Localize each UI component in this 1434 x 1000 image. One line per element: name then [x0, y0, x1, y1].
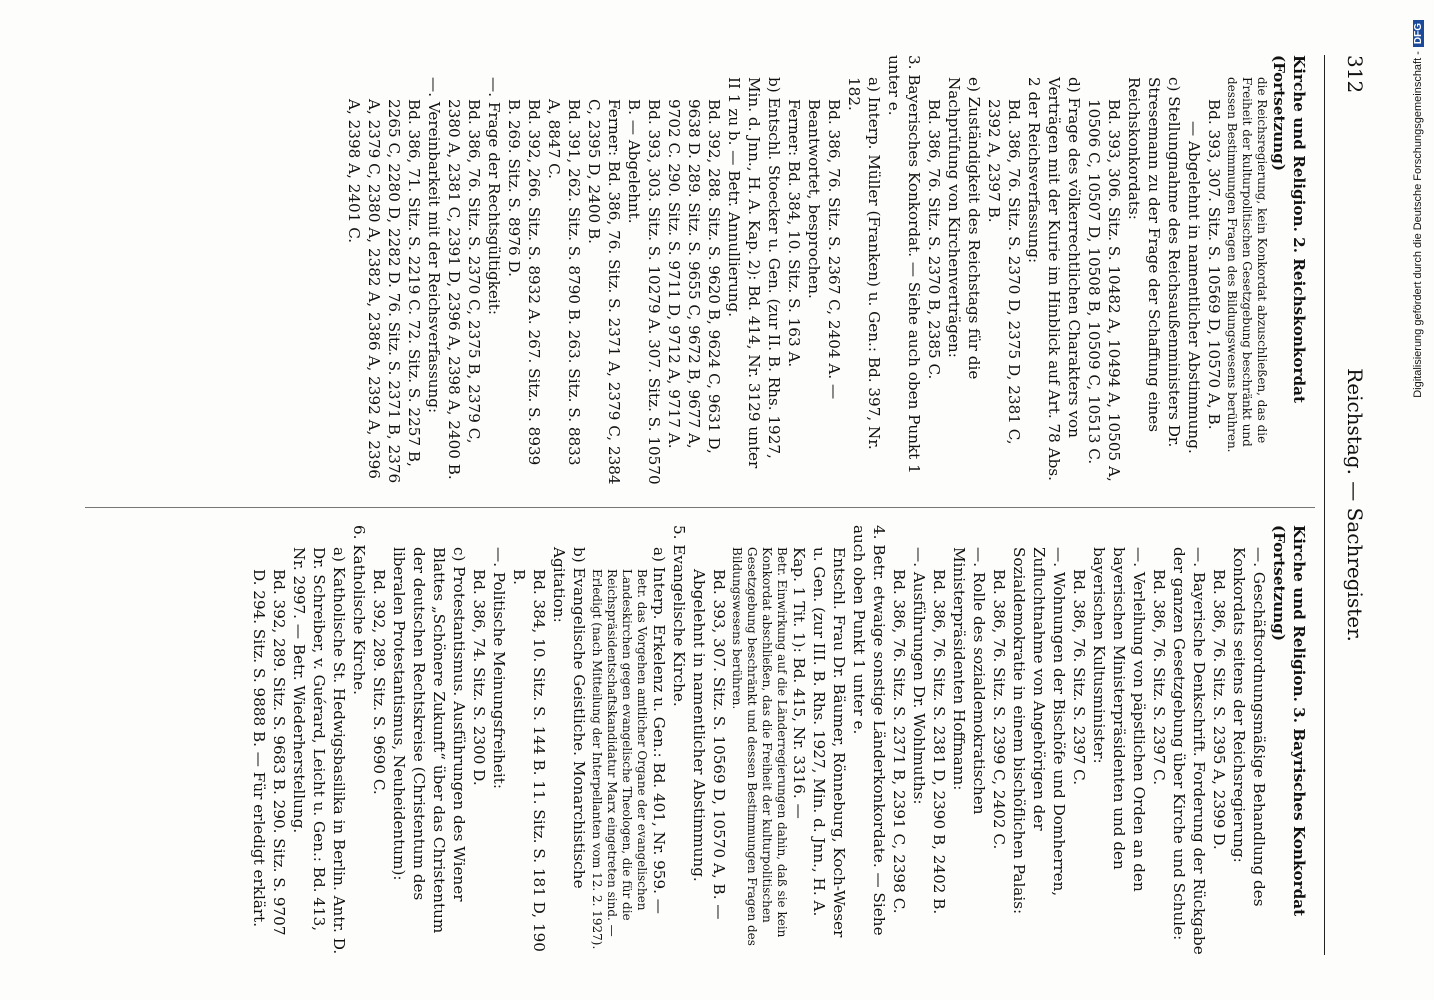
index-entry: 4. Betr. etwaige sonstige Länderkonkordate. — Siehe auch oben Punkt 1 unter e. [850, 525, 888, 936]
index-entry: Bd. 386, 74. Sitz. S. 2300 D. [470, 569, 488, 786]
index-entry: Entschl. Frau Dr. Bäumer, Rönneburg, Koch-Weser u. Gen. (zur III. B. Rhs. 1927, Min. d. Jnn., H. A. Kap. 1 Tit. 1): Bd. 415, Nr. 3316. — [790, 547, 848, 938]
index-entry: Bd. 386, 76. Sitz. S. 2370 B, 2385 C. [925, 99, 943, 380]
page-number: 312 [1343, 55, 1367, 94]
index-entry: Kirche und Religion. 3. Bayrisches Konkordat (Fortsetzung) [1270, 525, 1308, 917]
index-entry: b) Evangelische Geistliche. Monarchistische Agitation: [550, 547, 588, 889]
index-entry: Bd. 393, 306. Sitz. S. 10482 A, 10494 A, 10505 A, 10506 C, 10507 D, 10508 B, 10509 C, 10513 C. [1085, 99, 1123, 482]
index-entry: Bd. 386, 76. Sitz. S. 2367 C, 2404 A. — Beantwortet, besprochen. [805, 99, 843, 400]
index-entry: b) Entschl. Stoecker u. Gen. (zur II. B. Rhs. 1927, Min. d. Jnn., H. A. Kap. 2): Bd. 414, Nr. 3129 unter II 1 zu b. — Betr. Annullierung. [725, 77, 783, 469]
index-entry: d) Frage des völkerrechtlichen Charakters von Verträgen mit der Kurie im Hinblick auf Art. 78 Abs. 2 der Reichsverfassung: [1025, 77, 1083, 481]
index-entry: 5. Evangelische Kirche. [670, 525, 688, 707]
index-entry: —. Politische Meinungsfreiheit: [490, 547, 508, 789]
rotated-document-page [77, 55, 1367, 955]
index-entry: Bd. 393, 307. Sitz. S. 10569 D, 10570 A, B. — Abgelehnt in namentlicher Abstimmung. [690, 569, 728, 920]
index-entry: Bd. 392, 266. Sitz. S. 8932 A. 267. Sitz. S. 8939 B. 269. Sitz. S. 8976 D. [505, 99, 543, 466]
digitization-credit-text: Digitalisierung gefördert durch die Deutsche Forschungsgemeinschaft - [1412, 51, 1424, 398]
index-entry: Bd. 386, 76. Sitz. S. 2371 B, 2391 C, 2398 C. [890, 569, 908, 914]
index-entry: Bd. 393, 303. Sitz. S. 10279 A. 307. Sitz. S. 10570 B. — Abgelehnt. [625, 99, 663, 485]
digitization-credit [1412, 20, 1432, 980]
index-entry: c) Protestantismus. Ausführungen des Wiener Blattes „Schönere Zukunft“ über das Christentum der deutschen Rechtskreise (Christentum des liberalen Protestantismus, Neuheidentum): [390, 547, 468, 934]
index-entry: —. Geschäftsordnungsmäßige Behandlung des Konkordats seitens der Reichsregierung: [1230, 547, 1268, 907]
column-divider [85, 507, 1315, 508]
index-entry: —. Wohnungen der Bischöfe und Domherren, Zufluchtnahme von Angehörigen der Sozialdemokratie in einem bischöflichen Palais: [1010, 547, 1068, 915]
index-entry: c) Stellungnahme des Reichsaußenministers Dr. Stresemann zu der Frage der Schaffung eines Reichskonkordats: [1125, 77, 1183, 448]
index-entry: Betr. das Vorgehen amtlicher Organe der evangelischen Landeskirchen gegen evangelische Theologen, die für die Reichspräsidentschaftskandidatur Marx eingetreten sind. — Erledigt (nach Mitteilung der Interpellanten vom 12. 2. 1927). [590, 569, 649, 950]
index-entry: Bd. 392, 289. Sitz. S. 9683 B. 290. Sitz. S. 9707 D. 294. Sitz. S. 9888 B. — Für erledigt erklärt. [250, 569, 288, 936]
index-entry: Betr. Einwirkung auf die Länderregierungen dahin, daß sie kein Konkordat abschließen, das die Freiheit der kulturpolitischen Gesetzgebung beschränkt und dessen Bestimmungen Fragen des Bildungswesens berühren. [730, 547, 789, 946]
index-entry: Bd. 392, 288. Sitz. S. 9620 B, 9624 C, 9631 D, 9638 D. 289. Sitz. S. 9655 C, 9672 B, 9677 A, 9702 C. 290. Sitz. S. 9711 D, 9712 A, 9717 A. [665, 99, 723, 454]
index-entry: Bd. 386, 76. Sitz. S. 2395 A, 2399 D. [1210, 569, 1228, 850]
right-column [249, 525, 1309, 955]
index-entry: —. Verleihung von päpstlichen Orden an den bayerischen Ministerpräsidenten und den bayerischen Kultusminister: [1090, 547, 1148, 892]
index-entry: a) Interp. Müller (Franken) u. Gen.: Bd. 397, Nr. 182. [845, 77, 883, 450]
index-entry: 3. Bayerisches Konkordat. — Siehe auch oben Punkt 1 unter e. [885, 55, 923, 474]
index-entry: Bd. 386, 76. Sitz. S. 2381 D, 2390 B, 2402 B. [930, 569, 948, 915]
index-entry: —. Bayerische Denkschrift. Forderung der Rückgabe der ganzen Gesetzgebung über Kirche und Schule: [1170, 547, 1208, 955]
index-entry: Bd. 391, 262. Sitz. S. 8790 B. 263. Sitz. S. 8833 A, 8847 C. [545, 99, 583, 466]
running-head-title: Reichstag. — Sachregister. [1343, 368, 1367, 642]
index-entry: Kirche und Religion. 2. Reichskonkordat (Fortsetzung) [1270, 55, 1308, 404]
index-entry: —. Rolle des sozialdemokratischen Ministerpräsidenten Hoffmann: [950, 547, 988, 815]
index-entry: e) Zuständigkeit des Reichstags für die Nachprüfung von Kirchenverträgen: [945, 77, 983, 380]
index-entry: Bd. 384, 10. Sitz. S. 144 B. 11. Sitz. S. 181 D, 190 B. [510, 569, 548, 952]
index-entry: die Reichsregierung, kein Konkordat abzuschließen, das die Freiheit der kulturpolitischen Gesetzgebung beschränkt und dessen Bestimmungen Fragen des Bildungswesens berühren. [1225, 77, 1269, 453]
index-entry: 6. Katholische Kirche. [350, 525, 368, 695]
index-entry: a) Katholische St. Hedwigsbasilika in Berlin. Antr. D. Dr. Schreiber, v. Guérard, Leicht u. Gen.: Bd. 413, Nr. 2997. — Betr. Wiederherstellung. [290, 547, 348, 955]
index-entry: Bd. 386, 71. Sitz. S. 2219 C. 72. Sitz. S. 2257 B, 2265 C, 2280 D, 2282 D. 76. Sitz. S. 2371 B, 2376 A, 2379 C, 2380 A, 2382 A, 2386 A, 2392 A, 2396 A, 2398 A, 2401 C. [345, 99, 423, 484]
index-entry: —. Vereinbarkeit mit der Reichsverfassung: [425, 77, 443, 414]
index-entry: Bd. 386, 76. Sitz. S. 2370 D, 2375 D, 2381 C, 2392 A, 2397 B. [985, 99, 1023, 445]
index-entry: Bd. 393, 307. Sitz. S. 10569 D, 10570 A, B. [1205, 99, 1223, 430]
running-head [1327, 55, 1367, 955]
index-entry: Ferner: Bd. 384, 10. Sitz. S. 163 A. [785, 99, 803, 368]
index-entry: — Abgelehnt in namentlicher Abstimmung. [1185, 121, 1203, 454]
index-entry: —. Ausführungen Dr. Wohlmuths: [910, 547, 928, 805]
index-entry: Bd. 386, 76. Sitz. S. 2399 C, 2402 C. [990, 569, 1008, 850]
index-entry: Bd. 386, 76. Sitz. S. 2397 C. [1150, 569, 1168, 786]
dfg-logo: DFG [1413, 20, 1424, 47]
header-rule [1324, 55, 1325, 955]
index-entry: Bd. 386, 76. Sitz. S. 2397 C. [1070, 569, 1088, 786]
left-column [344, 55, 1309, 485]
index-entry: —. Frage der Rechtsgültigkeit: [485, 77, 503, 315]
index-entry: Bd. 392, 289. Sitz. S. 9690 C. [370, 569, 388, 795]
index-entry: Ferner: Bd. 386, 76. Sitz. S. 2371 A, 2379 C, 2384 C, 2395 D, 2400 B. [585, 99, 623, 485]
index-entry: Bd. 386, 76. Sitz. S. 2370 C, 2375 B, 2379 C, 2380 A, 2381 C, 2391 D, 2396 A, 2398 A, 2400 B. [445, 99, 483, 480]
index-entry: a) Interp. Erkelenz u. Gen.: Bd. 401, Nr. 959. — [650, 547, 668, 914]
